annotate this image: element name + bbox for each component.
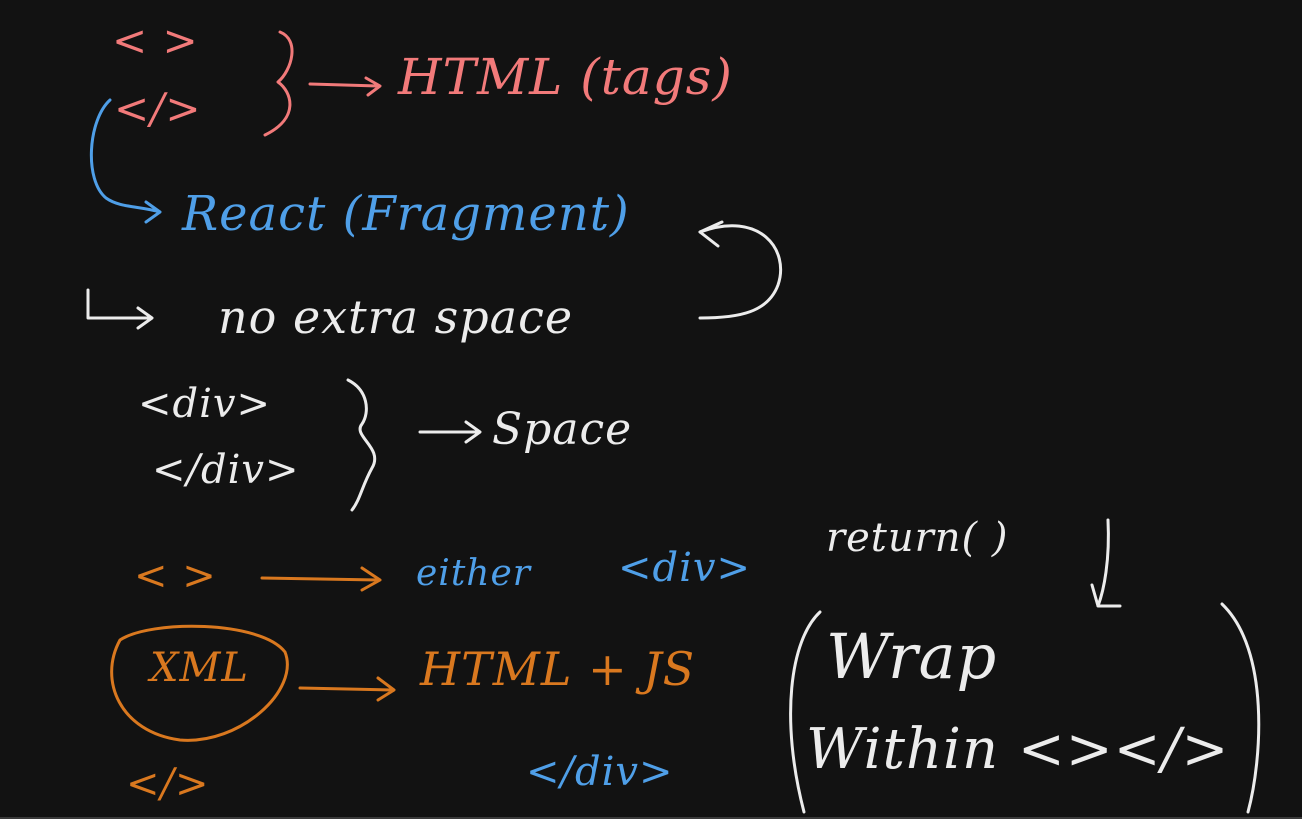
- html-tags-note: HTML (tags): [398, 48, 733, 106]
- div-close-note: </div>: [152, 447, 300, 493]
- pink-brace: [265, 32, 292, 135]
- white-brace: [348, 380, 375, 510]
- white-arrow: [420, 422, 480, 442]
- no-extra-space-note: no extra space: [218, 290, 574, 344]
- xml-note: XML: [150, 645, 249, 691]
- html-js-note: HTML + JS: [420, 642, 696, 696]
- end-div-note: </div>: [526, 749, 674, 795]
- fragment-open-note: < >: [134, 553, 217, 599]
- white-corner-arrow: [88, 290, 152, 328]
- open-tag-note: < >: [112, 16, 199, 65]
- pink-arrow: [310, 78, 380, 95]
- either-note: either: [416, 553, 531, 594]
- space-note: Space: [492, 404, 633, 455]
- within-note: Within <></>: [806, 717, 1230, 782]
- react-fragment-note: React (Fragment): [182, 186, 630, 242]
- orange-arrow-2: [300, 678, 394, 700]
- return-note: return( ): [826, 515, 1009, 561]
- orange-arrow-1: [262, 568, 380, 590]
- fragment-close-note: </>: [126, 761, 210, 807]
- div-open-note: <div>: [138, 381, 272, 427]
- wrap-note: Wrap: [826, 620, 998, 693]
- close-tag-note: </>: [114, 84, 202, 133]
- white-return-arrow: [1092, 520, 1120, 606]
- either-div-note: <div>: [618, 545, 752, 591]
- wrap-left-paren: [791, 612, 820, 812]
